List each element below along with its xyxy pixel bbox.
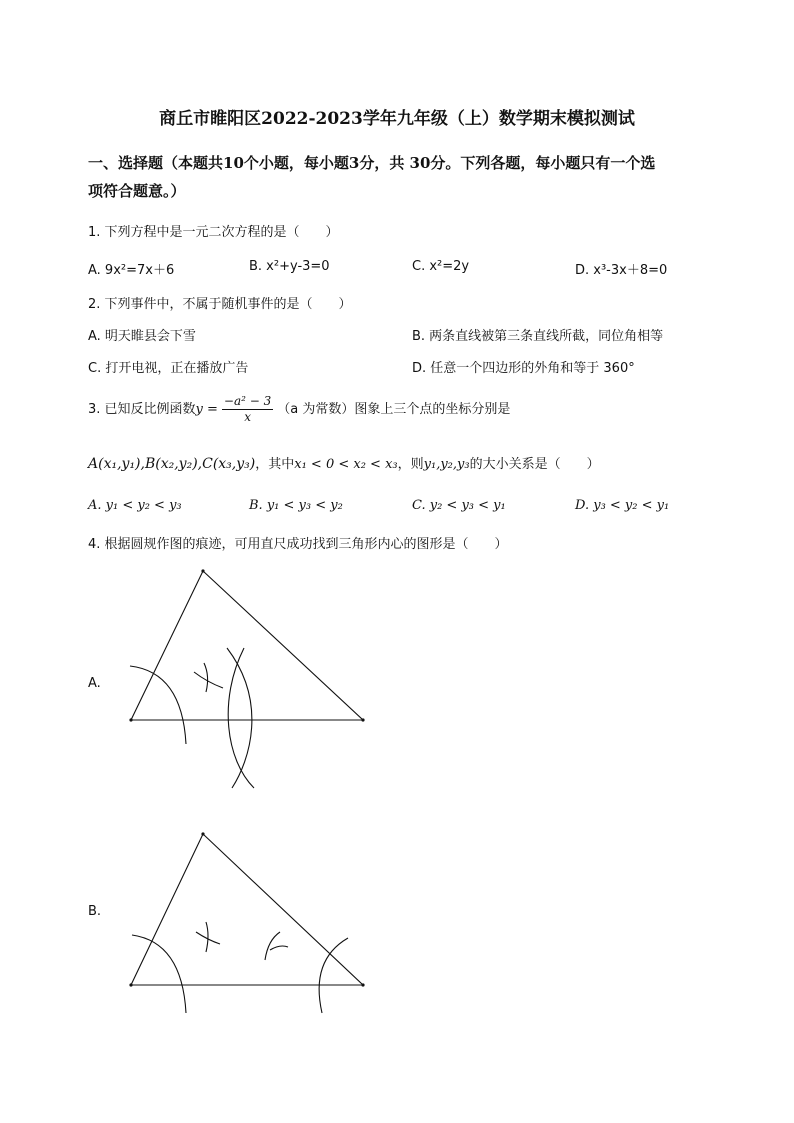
q3-line2-mid: ，其中 xyxy=(255,457,295,472)
q4-option-b-label[interactable]: B. xyxy=(88,904,102,919)
q3-stem xyxy=(88,394,510,425)
q3-fraction-numerator: −a² − 3 xyxy=(223,394,272,408)
q4-figure-a[interactable] xyxy=(110,560,390,800)
q3-line2 xyxy=(88,453,600,472)
page-title: 商丘市睢阳区2022-2023学年九年级（上）数学期末模拟测试 xyxy=(159,109,635,129)
q3-option-c[interactable]: C. y₂ < y₃ < y₁ xyxy=(412,498,506,513)
q4-figure-b[interactable] xyxy=(110,820,390,1020)
q2-option-c[interactable]: C. 打开电视，正在播放广告 xyxy=(88,361,249,376)
q3-condition: x₁ < 0 < x₂ < x₃ xyxy=(294,457,398,472)
compass-mark-1-a xyxy=(194,672,223,688)
q3-vars: y₁,y₂,y₃ xyxy=(423,457,470,472)
compass-arc-mid-2-a xyxy=(228,648,254,788)
q3-option-a[interactable]: A. y₁ < y₂ < y₃ xyxy=(88,498,182,513)
q1-option-d[interactable]: D. x³-3x＋8=0 xyxy=(575,263,668,278)
compass-arc-right-b xyxy=(319,938,348,1013)
section-heading-line2: 项符合题意。） xyxy=(88,182,186,200)
vertex-right-b xyxy=(361,983,364,986)
q3-option-b[interactable]: B. y₁ < y₃ < y₂ xyxy=(249,498,343,513)
compass-mark-2-b xyxy=(206,922,208,952)
compass-mark-2-a xyxy=(204,663,208,692)
q3-stem-post: （a 为常数）图象上三个点的坐标分别是 xyxy=(277,402,511,417)
compass-mark-4-b xyxy=(270,946,288,950)
q4-option-a-label[interactable]: A. xyxy=(88,676,101,691)
q3-line2-then: ，则 xyxy=(397,457,424,472)
q3-function-fraction xyxy=(222,394,273,425)
compass-arc-left-b xyxy=(132,935,186,1013)
section-heading-line1: 一、选择题（本题共10个小题，每小题3分，共 30分。下列各题，每小题只有一个选 xyxy=(88,154,656,172)
compass-mark-3-b xyxy=(265,932,280,960)
q3-points: A(x₁,y₁),B(x₂,y₂),C(x₃,y₃) xyxy=(88,456,256,472)
q3-stem-pre: 3. 已知反比例函数 xyxy=(88,402,196,417)
q3-option-d[interactable]: D. y₃ < y₂ < y₁ xyxy=(575,498,670,513)
triangle-b xyxy=(131,834,363,985)
triangle-a xyxy=(131,571,363,720)
vertex-left-a xyxy=(129,718,132,721)
q2-option-a[interactable]: A. 明天睢县会下雪 xyxy=(88,329,196,344)
q4-stem: 4. 根据圆规作图的痕迹，可用直尺成功找到三角形内心的图形是（ ） xyxy=(88,537,508,552)
q3-line2-end: 的大小关系是（ ） xyxy=(469,457,600,472)
vertex-top-a xyxy=(201,569,204,572)
q1-stem: 1. 下列方程中是一元二次方程的是（ ） xyxy=(88,225,339,240)
q1-option-b[interactable]: B. x²+y-3=0 xyxy=(249,259,330,274)
q1-option-a[interactable]: A. 9x²=7x＋6 xyxy=(88,263,175,278)
q3-fraction-denominator: x xyxy=(244,410,251,424)
vertex-left-b xyxy=(129,983,132,986)
vertex-top-b xyxy=(201,832,204,835)
vertex-right-a xyxy=(361,718,364,721)
q2-option-d[interactable]: D. 任意一个四边形的外角和等于 360° xyxy=(412,361,635,376)
q2-stem: 2. 下列事件中，不属于随机事件的是（ ） xyxy=(88,297,352,312)
q2-option-b[interactable]: B. 两条直线被第三条直线所截，同位角相等 xyxy=(412,329,664,344)
q3-function-lhs: y = xyxy=(195,402,218,417)
q1-option-c[interactable]: C. x²=2y xyxy=(412,259,470,274)
